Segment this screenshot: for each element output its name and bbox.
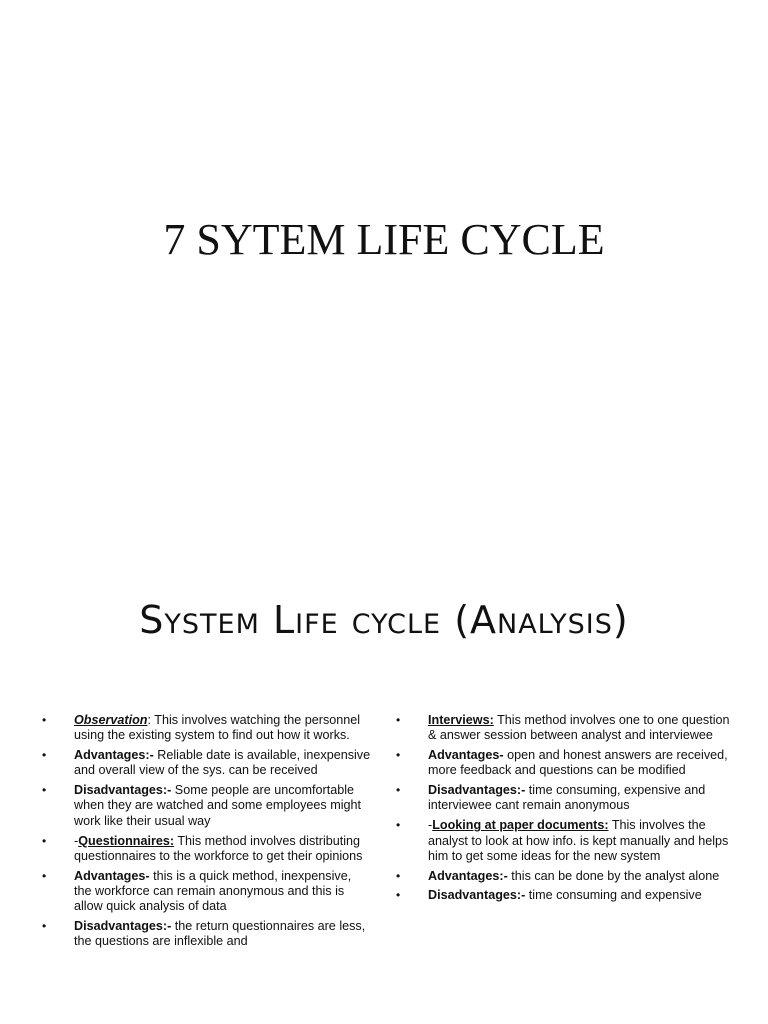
item-text: This involves watching the personnel using the existing system to find out how it works. <box>74 713 361 743</box>
list-item <box>396 783 736 814</box>
item-text: this can be done by the analyst alone <box>511 868 720 883</box>
bullet-icon: • <box>396 748 401 763</box>
item-lead: Advantages:- <box>74 748 154 763</box>
item-text: this is a quick method, inexpensive, the workforce can remain anonymous and this is allow quick analysis of data <box>74 868 352 914</box>
item-text: Reliable date is available, inexpensive and overall view of the sys. can be received <box>74 748 371 778</box>
item-lead: Disadvantages:- <box>428 888 526 903</box>
list-item <box>42 869 372 915</box>
item-lead: Disadvantages:- <box>74 919 172 934</box>
item-text: time consuming, expensive and interviewee cant remain anonymous <box>428 783 706 813</box>
bullet-icon: • <box>396 713 401 727</box>
list-item <box>42 919 372 950</box>
item-lead: Questionnaires: <box>78 833 175 848</box>
bullet-icon: • <box>42 713 47 727</box>
list-item <box>42 748 372 779</box>
bullet-icon: • <box>42 919 47 934</box>
slide-title: 7 SYTEM LIFE CYCLE <box>163 215 605 264</box>
item-text: Some people are uncomfortable when they are watched and some employees might work like their usual way <box>74 783 362 828</box>
list-item <box>396 888 736 903</box>
list-item <box>42 713 372 744</box>
right-column <box>396 713 736 908</box>
bullet-icon: • <box>42 748 47 763</box>
bullet-icon: • <box>396 783 401 798</box>
item-text: This method involves distributing questionnaires to the workforce to get their opinions <box>74 833 363 863</box>
item-lead: Disadvantages:- <box>74 783 172 798</box>
item-lead: Looking at paper documents: <box>432 818 609 833</box>
bullet-icon: • <box>396 888 401 903</box>
bullet-icon: • <box>42 833 47 848</box>
list-item <box>396 748 736 779</box>
item-text: This involves the analyst to look at how info. is kept manually and helps him to get some ideas for the new system <box>428 818 729 863</box>
bullet-icon: • <box>42 868 47 883</box>
bullet-icon: • <box>42 783 47 798</box>
section-title: System Life cycle (Analysis) <box>139 598 629 642</box>
list-item <box>396 713 736 744</box>
bullet-icon: • <box>396 868 401 883</box>
left-column <box>42 713 372 954</box>
item-text: time consuming and expensive <box>528 888 702 903</box>
item-lead: Disadvantages:- <box>428 783 526 798</box>
item-text: the return questionnaires are less, the questions are inflexible and <box>74 919 366 949</box>
item-prefix: - <box>74 833 79 848</box>
item-text: This method involves one to one question & answer session between analyst and interviewee <box>428 713 730 743</box>
item-lead: Advantages- <box>428 748 504 763</box>
item-lead: Observation <box>74 713 148 727</box>
item-lead: Advantages- <box>74 868 150 883</box>
item-prefix: - <box>428 818 433 833</box>
list-item <box>396 869 736 884</box>
list-item <box>42 834 372 865</box>
item-text: open and honest answers are received, more feedback and questions can be modified <box>428 748 728 778</box>
item-lead: Interviews: <box>428 713 494 727</box>
item-separator: : <box>147 713 155 727</box>
item-lead: Advantages:- <box>428 868 508 883</box>
list-item <box>42 783 372 829</box>
list-item <box>396 818 736 864</box>
bullet-icon: • <box>396 818 401 833</box>
